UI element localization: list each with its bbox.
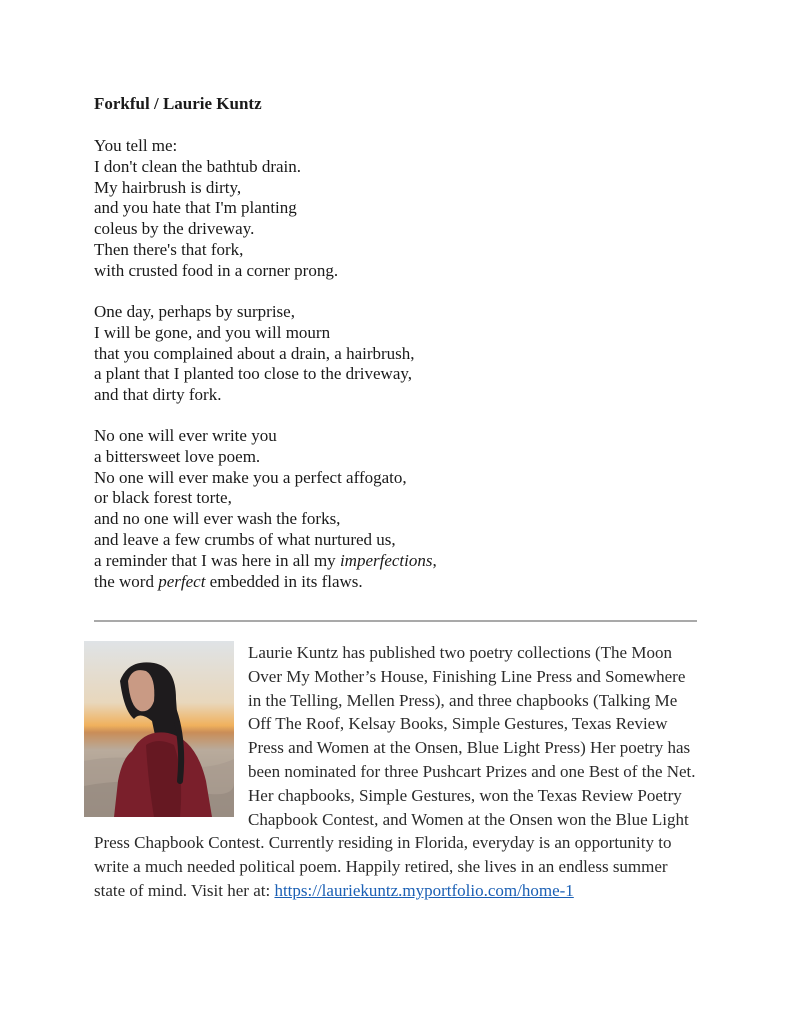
author-photo xyxy=(84,641,234,817)
poem-line: and leave a few crumbs of what nurtured us, xyxy=(94,529,396,549)
poem-line: My hairbrush is dirty, xyxy=(94,177,242,197)
poem-title: Forkful / Laurie Kuntz xyxy=(94,94,262,113)
stanza-2 xyxy=(94,302,415,406)
poem-line: that you complained about a drain, a hairbrush, xyxy=(94,343,415,363)
poem-line: or black forest torte, xyxy=(94,488,232,508)
line-text: a reminder that I was here in all my xyxy=(94,550,340,570)
poem-line xyxy=(94,551,437,572)
horizontal-divider xyxy=(94,620,697,622)
poem-line: and no one will ever wash the forks, xyxy=(94,509,341,529)
line-text: embedded in its flaws. xyxy=(205,571,363,591)
poem-line: coleus by the driveway. xyxy=(94,219,255,239)
poem-line: and that dirty fork. xyxy=(94,385,222,405)
poem-line: I will be gone, and you will mourn xyxy=(94,322,331,342)
poem-line: You tell me: xyxy=(94,136,178,155)
bio-text: Laurie Kuntz has published two poetry collections (The Moon Over My Mother’s House, Finishing Line Press and Somewhere in the Telling, Mellen Press), and three chapbooks (Talking Me Off The Roof, Kelsay Books, Simple Gestures, Texas Review Press and Women at the Onsen, Blue Light Press) Her poetry has been nominated for three Pushcart Prizes and one Best of the Net. Her chapbooks, Simple Gestures, won the Texas Review Poetry Chapbook Contest, and Women at the Onsen won the Blue Light Press Chapbook Contest. Currently residing in Florida, everyday is an opportunity to write a much needed political poem. Happily retired, she lives in an endless summer state of mind. Visit her at: xyxy=(94,643,696,900)
poem-line: a plant that I planted too close to the driveway, xyxy=(94,364,413,384)
italic-word: imperfections xyxy=(339,550,433,570)
poem-line: I don't clean the bathtub drain. xyxy=(94,156,301,176)
author-portrait-image xyxy=(84,641,234,817)
line-text: , xyxy=(432,550,437,570)
poem-line: Then there's that fork, xyxy=(94,239,244,259)
portfolio-link[interactable]: https://lauriekuntz.myportfolio.com/home-1 xyxy=(274,880,574,900)
poem-line xyxy=(94,572,437,593)
author-bio xyxy=(94,641,700,903)
poem-line: No one will ever make you a perfect affogato, xyxy=(94,467,407,487)
poem-line: a bittersweet love poem. xyxy=(94,446,261,466)
poem-line: One day, perhaps by surprise, xyxy=(94,302,295,321)
stanza-1 xyxy=(94,136,338,282)
italic-word: perfect xyxy=(158,571,206,591)
poem-line: and you hate that I'm planting xyxy=(94,198,297,218)
stanza-3 xyxy=(94,426,437,592)
poem-line: with crusted food in a corner prong. xyxy=(94,260,339,280)
poem-line: No one will ever write you xyxy=(94,426,277,445)
line-text: the word xyxy=(94,571,159,591)
